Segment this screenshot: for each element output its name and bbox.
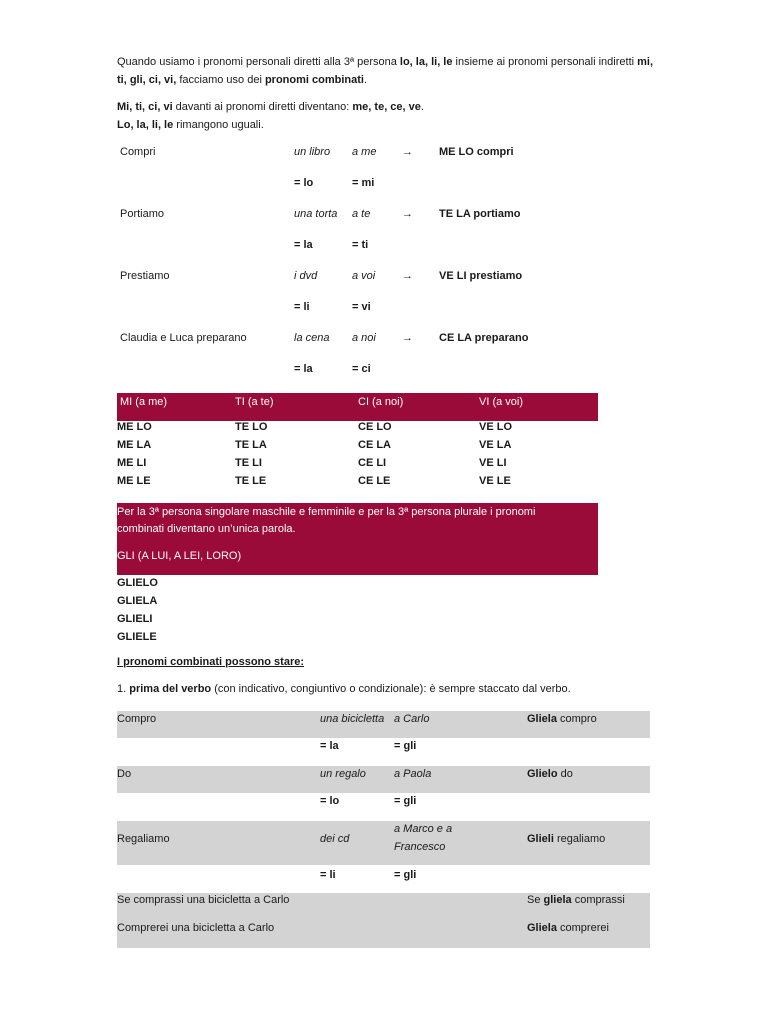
intro-p2-line1 (117, 98, 657, 116)
table-cell: ME LI (117, 457, 147, 469)
eq-object: = li (320, 869, 336, 881)
intro-p2-line2 (117, 116, 657, 134)
text-run: Quando usiamo i pronomi personali diretti alla 3ª persona (117, 56, 400, 68)
example-result: TE LA portiamo (439, 208, 521, 220)
text-run: . (420, 101, 424, 113)
table-cell: CE LE (358, 475, 391, 487)
eq-object: = la (294, 239, 313, 251)
bold-run: pronomi combinati (264, 74, 364, 86)
list-item: GLIELI (117, 613, 153, 625)
text-run: facciamo uso dei (176, 74, 265, 86)
table-row (117, 893, 650, 920)
list-item: GLIELE (117, 631, 157, 643)
header-mi: MI (a me) (120, 396, 168, 408)
example-object: un libro (294, 146, 331, 158)
example-indirect: a noi (352, 332, 376, 344)
bold-run: me, te, ce, ve (352, 101, 421, 113)
table-cell: TE LO (235, 421, 268, 433)
row-object: un regalo (320, 768, 366, 780)
row-indirect-line1: a Marco e a (394, 823, 453, 835)
header-vi: VI (a voi) (479, 396, 524, 408)
eq-object: = lo (320, 795, 340, 807)
eq-indirect: = mi (352, 177, 375, 189)
gli-text-line1: Per la 3ª persona singolare maschile e femminile e per la 3ª persona plurale i pronomi (117, 506, 536, 518)
table-cell: CE LI (358, 457, 387, 469)
table-row (117, 421, 598, 439)
rule-number: 1. (117, 683, 130, 695)
table-row (117, 766, 650, 793)
row-result (527, 768, 573, 780)
gli-text-line2: combinati diventano un’unica parola. (117, 523, 296, 535)
pronoun-table-header (117, 393, 598, 421)
eq-indirect: = gli (394, 740, 417, 752)
row-verb: Compro (117, 713, 157, 725)
list-item: GLIELA (117, 595, 158, 607)
example-verb: Portiamo (120, 208, 165, 220)
result-verb: regaliamo (553, 833, 606, 845)
eq-indirect: = ci (352, 363, 371, 375)
bold-run: lo, la, li, le (399, 56, 453, 68)
row-indirect: a Paola (394, 768, 432, 780)
result-pronoun: Glieli (527, 833, 554, 845)
table-cell: ME LA (117, 439, 152, 451)
arrow-icon: → (402, 332, 413, 344)
bold-run: mi, ti, gli, ci, vi, (117, 56, 654, 86)
example-indirect: a voi (352, 270, 376, 282)
row-object: una bicicletta (320, 713, 385, 725)
table-row (117, 865, 650, 893)
intro-p1 (117, 56, 653, 86)
arrow-icon: → (402, 208, 413, 220)
table-cell: CE LA (358, 439, 391, 451)
example-verb: Compri (120, 146, 156, 158)
row-result (527, 833, 605, 845)
example-result: CE LA preparano (439, 332, 529, 344)
arrow-icon: → (402, 146, 413, 158)
table-cell: TE LA (235, 439, 267, 451)
examples-table (117, 146, 577, 394)
example-eq-row (117, 177, 577, 208)
result-pronoun: Glielo (527, 768, 558, 780)
gli-forms-list (117, 574, 158, 646)
intro-paragraph (117, 53, 657, 89)
eq-object: = la (320, 740, 339, 752)
sentence-right (527, 894, 625, 906)
row-object: dei cd (320, 833, 350, 845)
table-row (117, 475, 598, 493)
row-indirect: a Carlo (394, 713, 430, 725)
rule-1 (117, 683, 571, 695)
result-pronoun: Gliela (527, 713, 557, 725)
row-verb: Regaliamo (117, 833, 170, 845)
intro-rule (117, 98, 657, 134)
eq-object: = lo (294, 177, 314, 189)
position-heading: I pronomi combinati possono stare: (117, 656, 305, 668)
table-cell: ME LO (117, 421, 152, 433)
rule-rest: (con indicativo, congiuntivo o condizionale): è sempre staccato dal verbo. (211, 683, 571, 695)
example-eq-row (117, 363, 577, 394)
row-result (527, 713, 597, 725)
sentence-post: comprerei (556, 922, 609, 934)
sentence-pronoun: Gliela (527, 922, 557, 934)
text-run: . (363, 74, 368, 86)
text-run: davanti ai pronomi diretti diventano: (172, 101, 353, 113)
bold-run: Lo, la, li, le (117, 119, 174, 131)
example-verb: Prestiamo (120, 270, 170, 282)
sentence-pronoun: gliela (543, 894, 572, 906)
header-ti: TI (a te) (235, 396, 274, 408)
gli-info-box (117, 503, 598, 575)
gli-label: GLI (A LUI, A LEI, LORO) (117, 550, 242, 562)
table-row (117, 457, 598, 475)
result-verb: do (557, 768, 573, 780)
table-row (117, 821, 650, 865)
table-cell: ME LE (117, 475, 151, 487)
table-row (117, 738, 650, 766)
table-cell: CE LO (358, 421, 392, 433)
sentence-pre: Se (527, 894, 544, 906)
table-cell: TE LI (235, 457, 262, 469)
table-cell: VE LI (479, 457, 507, 469)
example-object: i dvd (294, 270, 318, 282)
row-verb: Do (117, 768, 132, 780)
eq-object: = li (294, 301, 310, 313)
table-cell: TE LE (235, 475, 267, 487)
eq-indirect: = ti (352, 239, 369, 251)
list-item: GLIELO (117, 577, 158, 589)
table-row (117, 920, 650, 948)
example-object: una torta (294, 208, 338, 220)
table-row (117, 711, 650, 738)
example-row (117, 332, 577, 363)
table-row (117, 793, 650, 821)
example-eq-row (117, 301, 577, 332)
sentence-left: Se comprassi una bicicletta a Carlo (117, 894, 290, 906)
example-object: la cena (294, 332, 330, 344)
eq-indirect: = vi (352, 301, 371, 313)
row-indirect-line2: Francesco (394, 841, 446, 853)
sentence-post: comprassi (571, 894, 625, 906)
table-row (117, 439, 598, 457)
example-row (117, 208, 577, 239)
text-run: rimangono uguali. (173, 119, 264, 131)
example-row (117, 146, 577, 177)
table-cell: VE LE (479, 475, 511, 487)
bold-run: Mi, ti, ci, vi (117, 101, 173, 113)
table-cell: VE LA (479, 439, 512, 451)
eq-indirect: = gli (394, 795, 417, 807)
arrow-icon: → (402, 270, 413, 282)
example-indirect: a me (352, 146, 377, 158)
eq-object: = la (294, 363, 313, 375)
header-ci: CI (a noi) (358, 396, 404, 408)
result-verb: compro (556, 713, 597, 725)
example-eq-row (117, 239, 577, 270)
verb-table (117, 711, 650, 948)
sentence-right (527, 922, 609, 934)
example-indirect: a te (352, 208, 371, 220)
example-row (117, 270, 577, 301)
example-result: ME LO compri (439, 146, 514, 158)
example-verb: Claudia e Luca preparano (120, 332, 247, 344)
eq-indirect: = gli (394, 869, 417, 881)
table-cell: VE LO (479, 421, 513, 433)
text-run: insieme ai pronomi personali indiretti (452, 56, 638, 68)
sentence-left: Comprerei una bicicletta a Carlo (117, 922, 275, 934)
example-result: VE LI prestiamo (439, 270, 523, 282)
rule-bold: prima del verbo (129, 683, 212, 695)
pronoun-table (117, 421, 598, 493)
